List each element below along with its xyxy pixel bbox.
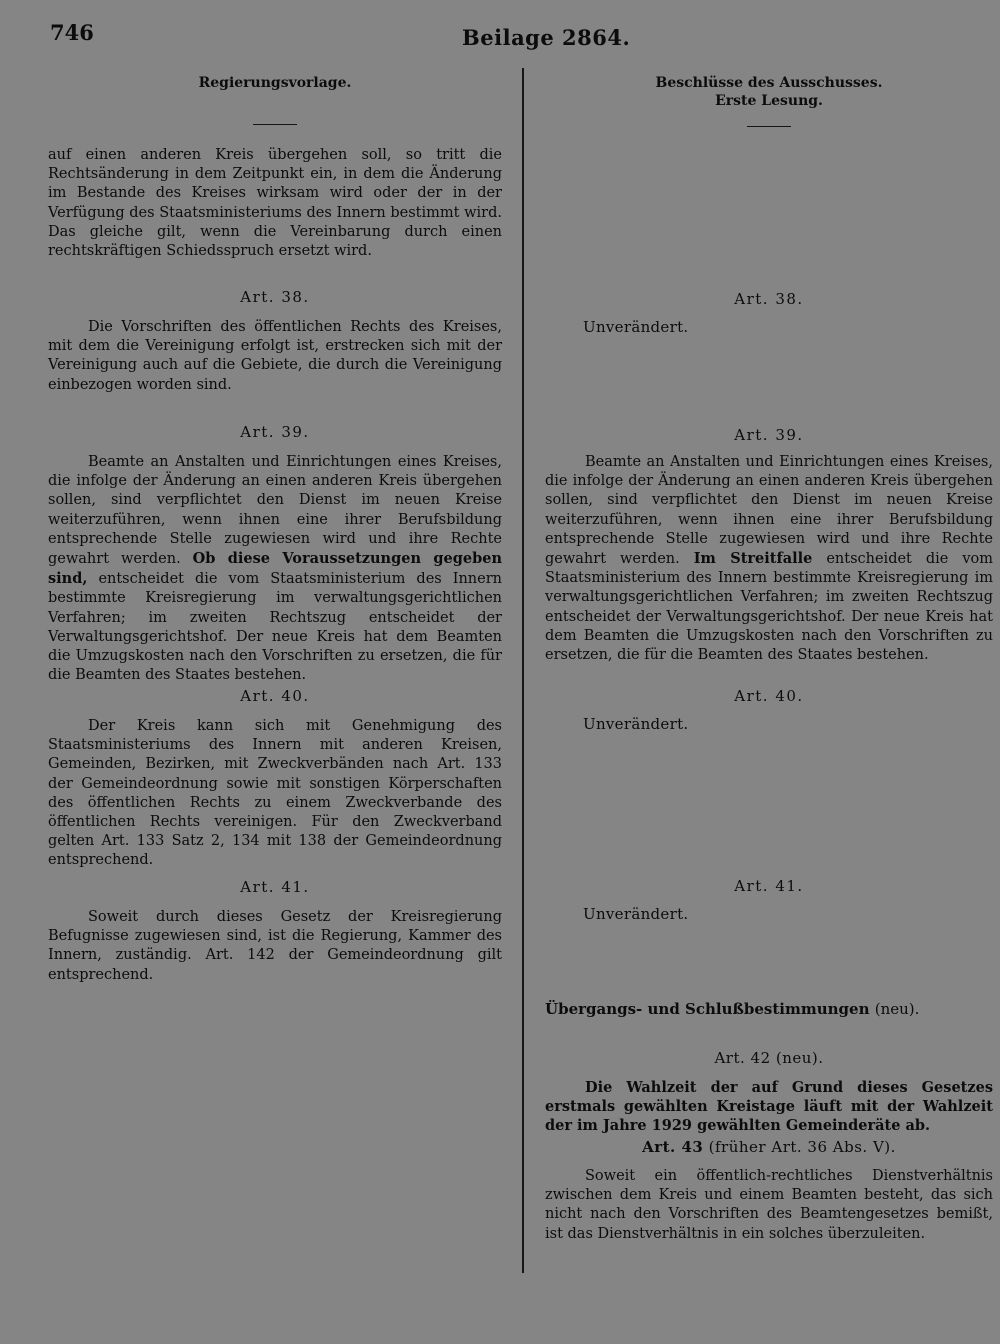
- right-art39-text: [545, 453, 993, 665]
- art43-heading-suffix: (früher Art. 36 Abs. V).: [708, 1138, 896, 1156]
- right-art39-text-b: entscheidet die vom Staatsministerium des Innern bestimmte Kreisregierung im verwaltungsgerichtlichen Verfahren; im zweiten Rechtszug entscheidet der Verwaltungsgerichtshof. Der neue Kreis hat dem Beamten die Umzugskosten nach den Vorschriften zu ersetzen, die für die Beamten des Staates bestehen.: [545, 551, 993, 664]
- right-art40-heading: Art. 40.: [734, 687, 804, 705]
- right-column: [545, 70, 993, 1280]
- page-header: Beilage 2864.: [462, 25, 631, 50]
- right-section-heading: [545, 1000, 993, 1018]
- right-art38-heading: Art. 38.: [734, 290, 804, 308]
- right-art40-text: Unverändert.: [583, 715, 689, 733]
- left-column-title: Regierungsvorlage.: [198, 75, 352, 91]
- right-art43-heading: [545, 1138, 993, 1156]
- right-art43-text: Soweit ein öffentlich-rechtliches Dienstverhältnis zwischen dem Kreis und einem Beamten besteht, das sich nicht nach den Vorschriften des Beamtengesetzes bemißt, ist das Dienstverhältnis in ein solches überzuleiten.: [545, 1168, 993, 1242]
- left-art39-text-a: Beamte an Anstalten und Einrichtungen eines Kreises, die infolge der Änderung an einen anderen Kreis übergehen sollen, sind verpflichtet den Dienst im neuen Kreise weiterzuführen, wenn ihnen eine ihrer Berufsbildung entsprechende Stelle zugewiesen wird und ihre Rechte gewahrt werden.: [48, 454, 502, 568]
- right-art42-text: Die Wahlzeit der auf Grund dieses Gesetzes erstmals gewählten Kreistage läuft mit der Wahlzeit der im Jahre 1929 gewählten Gemeinderäte ab.: [545, 1079, 993, 1135]
- left-art39-text-b: entscheidet die vom Staatsministerium des Innern bestimmte Kreisregierung im verwaltungsgerichtlichen Verfahren; im zweiten Rechtszug entscheidet der Verwaltungsgerichtshof. Der neue Kreis hat dem Beamten die Umzugskosten nach den Vorschriften zu ersetzen, die für die Beamten des Staates bestehen.: [48, 571, 503, 684]
- left-intro-paragraph: auf einen anderen Kreis übergehen soll, so tritt die Rechtsänderung in dem Zeitpunkt ein, in dem die Änderung im Bestande des Kreises wirksam wird oder der in der Verfügung des Staatsministeriums des Innern bestimmt wird. Das gleiche gilt, wenn die Vereinbarung durch einen rechtskräftigen Schiedsspruch ersetzt wird.: [48, 147, 502, 260]
- right-art39-text-a: Beamte an Anstalten und Einrichtungen eines Kreises, die infolge der Änderung an einen anderen Kreis übergehen sollen, sind verpflichtet den Dienst im neuen Kreise weiterzuführen, wenn ihnen eine ihrer Berufsbildung entsprechende Stelle zugewiesen wird und ihre Rechte gewahrt werden.: [545, 454, 993, 568]
- right-art41-heading: Art. 41.: [734, 877, 804, 895]
- page-number: 746: [50, 20, 94, 45]
- left-art38-heading: Art. 38.: [240, 288, 310, 306]
- left-title-rule: [253, 124, 297, 125]
- left-art38-text: Die Vorschriften des öffentlichen Rechts des Kreises, mit dem die Vereinigung erfolgt ist, erstrecken sich mit der Vereinigung auch auf die Gebiete, die durch die Vereinigung einbezogen worden sind.: [48, 319, 502, 393]
- left-art39-text-bold: Ob diese Voraussetzungen gegeben sind,: [48, 550, 502, 588]
- right-column-title: [545, 74, 993, 110]
- left-art40-heading: Art. 40.: [240, 687, 310, 705]
- right-art39-heading: Art. 39.: [734, 426, 804, 444]
- left-column: [48, 70, 502, 1070]
- section-heading-suffix: (neu).: [874, 1000, 920, 1018]
- right-art42-heading: Art. 42 (neu).: [714, 1049, 824, 1067]
- left-art40-text: Der Kreis kann sich mit Genehmigung des Staatsministeriums des Innern mit anderen Kreisen, Gemeinden, Bezirken, mit Zweckverbänden nach Art. 133 der Gemeindeordnung sowie mit sonstigen Körperschaften des öffentlichen Rechts zu einem Zweckverbande des öffentlichen Rechts vereinigen. Für den Zweckverband gelten Art. 133 Satz 2, 134 mit 138 der Gemeindeordnung entsprechend.: [48, 718, 502, 869]
- art43-heading-main: Art. 43: [642, 1138, 704, 1156]
- left-art39-heading: Art. 39.: [240, 423, 310, 441]
- right-art41-text: Unverändert.: [583, 905, 689, 923]
- column-divider: [522, 68, 524, 1273]
- right-title-rule: [747, 126, 791, 127]
- right-art38-text: Unverändert.: [583, 318, 689, 336]
- right-title-line1: Beschlüsse des Ausschusses.: [655, 75, 883, 91]
- right-title-line2: Erste Lesung.: [715, 93, 823, 109]
- left-art39-text: [48, 453, 502, 685]
- left-art41-heading: Art. 41.: [240, 878, 310, 896]
- right-art39-text-bold: Im Streitfalle: [693, 550, 813, 568]
- section-heading-main: Übergangs- und Schlußbestimmungen: [545, 1000, 870, 1018]
- left-art41-text: Soweit durch dieses Gesetz der Kreisregierung Befugnisse zugewiesen sind, ist die Regierung, Kammer des Innern, zuständig. Art. 142 der Gemeindeordnung gilt entsprechend.: [48, 909, 502, 983]
